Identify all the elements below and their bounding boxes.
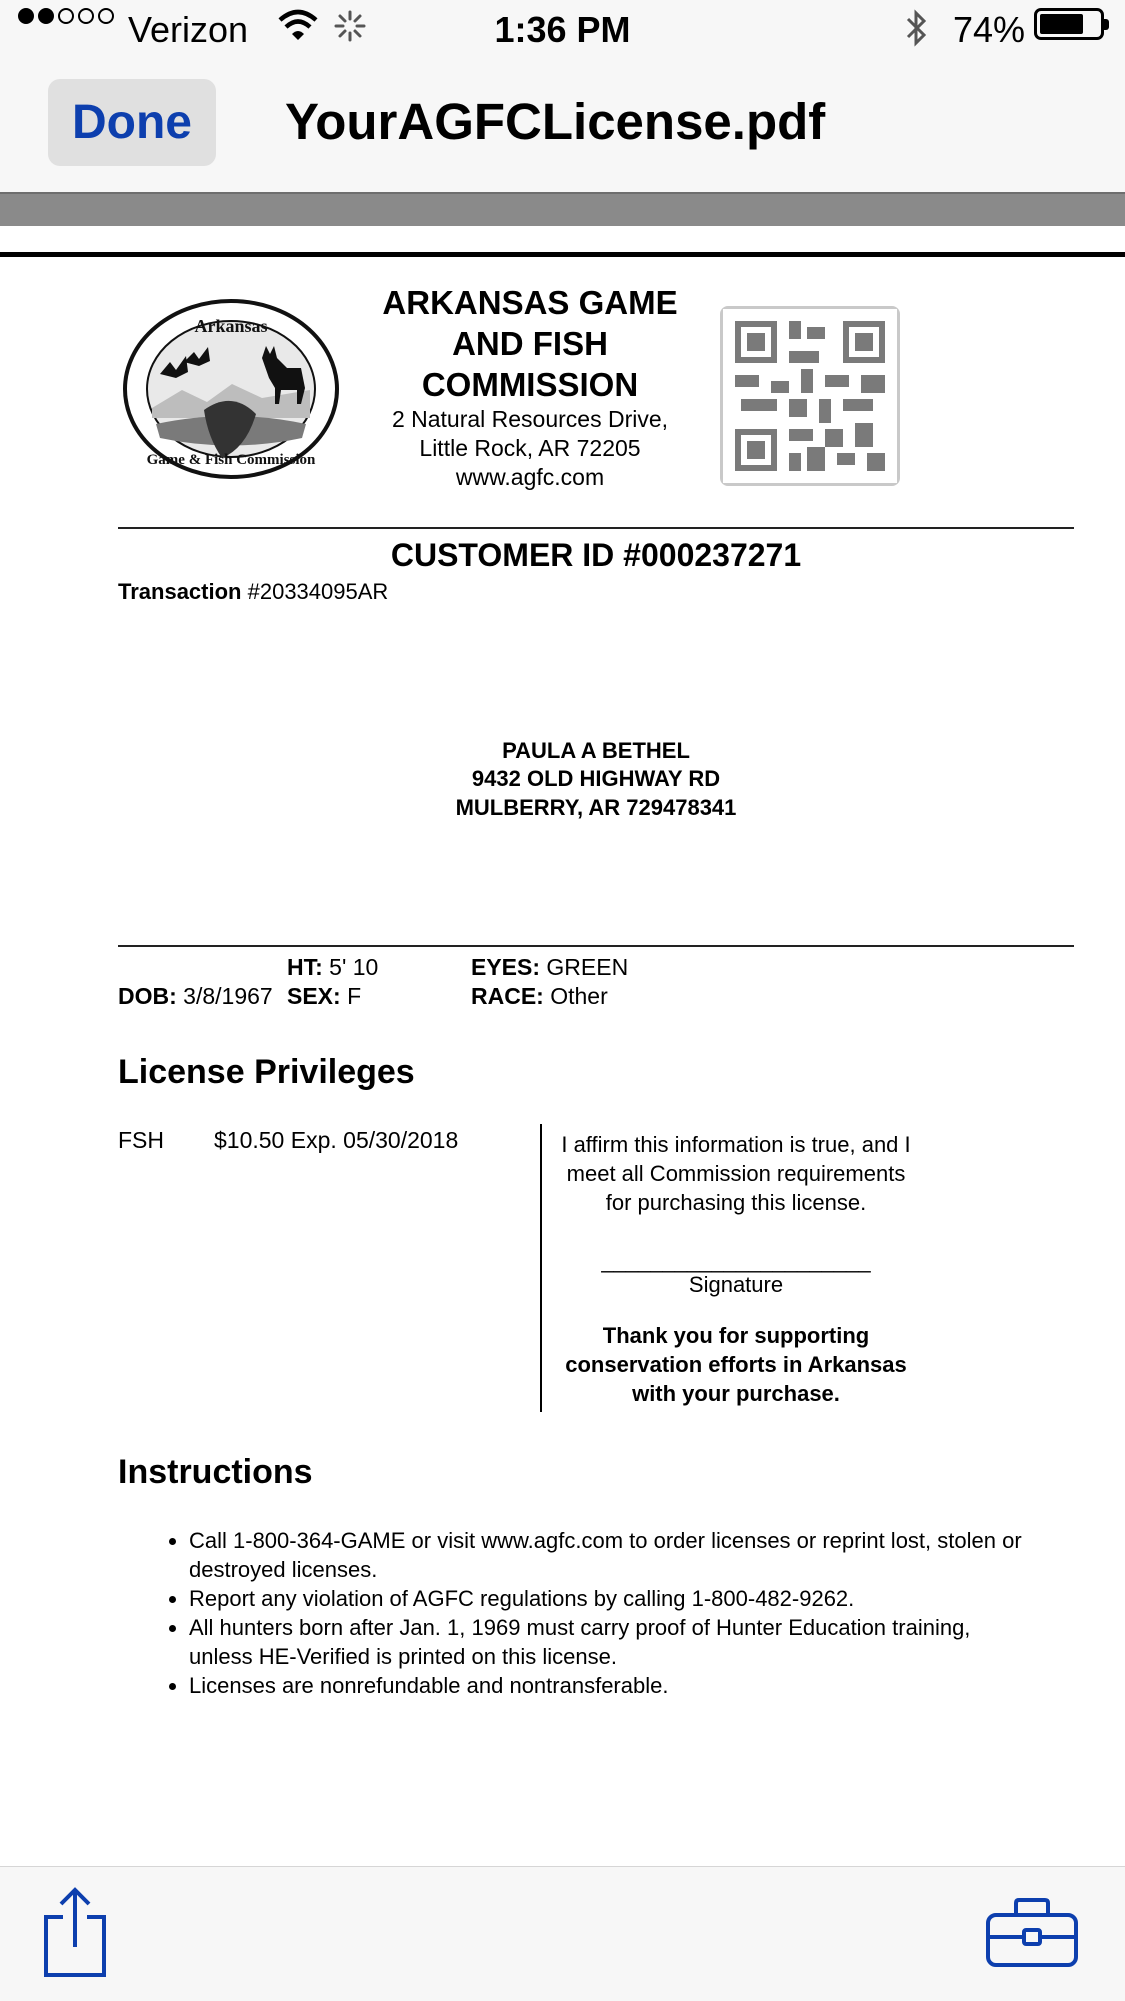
battery-icon	[1034, 8, 1104, 40]
org-address-line1: 2 Natural Resources Drive,	[391, 406, 669, 432]
agfc-logo	[122, 298, 340, 480]
org-name-line: ARKANSAS GAME	[382, 284, 678, 321]
qr-code	[720, 306, 900, 486]
transaction-label: Transaction	[118, 579, 242, 604]
signature-label: Signature	[688, 1272, 784, 1297]
list-item: • All hunters born after Jan. 1, 1969 must carry proof of Hunter Education training, unless HE-Verified is printed on this license.	[189, 1613, 1089, 1671]
height-field	[287, 953, 378, 982]
race-value: Other	[550, 983, 608, 1009]
affirmation-line: I affirm this information is true, and I	[561, 1132, 911, 1157]
navigation-bar	[0, 60, 1125, 192]
height-label: HT:	[287, 954, 323, 980]
share-icon	[40, 1887, 110, 1979]
signature-line: ______________________	[601, 1248, 871, 1273]
battery-percentage: 74%	[953, 9, 1026, 50]
affirmation-line: for purchasing this license.	[605, 1190, 867, 1215]
transaction-value: #20334095AR	[247, 579, 389, 604]
document-title: YourAGFCLicense.pdf	[285, 93, 826, 150]
thank-you-line: with your purchase.	[632, 1381, 840, 1406]
list-item: • Call 1-800-364-GAME or visit www.agfc.com to order licenses or reprint lost, stolen or destroyed licenses.	[189, 1526, 1089, 1584]
privilege-detail: $10.50 Exp. 05/30/2018	[214, 1127, 459, 1153]
thank-you-text	[548, 1321, 924, 1408]
share-button[interactable]	[40, 1887, 110, 1979]
privileges-heading: License Privileges	[118, 1053, 415, 1091]
sex-value: F	[347, 983, 362, 1009]
document-top-rule	[0, 252, 1125, 257]
height-value: 5' 10	[329, 954, 379, 980]
eyes-field	[471, 953, 628, 982]
mailing-street: 9432 OLD HIGHWAY RD	[471, 766, 721, 791]
org-name-line: AND FISH	[452, 325, 608, 362]
org-name-line: COMMISSION	[421, 366, 639, 403]
toolbox-icon	[984, 1897, 1080, 1969]
section-divider	[118, 945, 1074, 947]
mailing-city: MULBERRY, AR 729478341	[455, 795, 737, 820]
thank-you-line: Thank you for supporting	[602, 1323, 870, 1348]
page-top-band	[0, 192, 1125, 226]
battery-level-fill	[1040, 14, 1083, 34]
mailing-name: PAULA A BETHEL	[502, 738, 690, 763]
instructions-list	[189, 1526, 1089, 1700]
org-name	[360, 282, 700, 405]
list-item: • Report any violation of AGFC regulations by calling 1-800-482-9262.	[189, 1584, 1089, 1613]
column-divider	[540, 1124, 542, 1412]
sex-field	[287, 982, 361, 1011]
eyes-value: GREEN	[546, 954, 629, 980]
logo-bottom-text: Game & Fish Commission	[146, 452, 316, 468]
logo-top-text: Arkansas	[194, 316, 268, 336]
status-time: 1:36 PM	[494, 9, 631, 50]
affirmation-line: meet all Commission requirements	[566, 1161, 906, 1186]
eyes-label: EYES:	[471, 954, 541, 980]
race-field	[471, 982, 608, 1011]
sex-label: SEX:	[287, 983, 341, 1009]
dob-value: 3/8/1967	[183, 983, 273, 1009]
toolbox-button[interactable]	[984, 1897, 1080, 1969]
transaction-number	[118, 578, 388, 606]
org-website: www.agfc.com	[455, 464, 605, 490]
org-address-line2: Little Rock, AR 72205	[419, 435, 641, 461]
customer-id: CUSTOMER ID #000237271	[390, 537, 802, 573]
status-bar	[0, 0, 1125, 60]
dob-label: DOB:	[118, 983, 177, 1009]
done-button[interactable]: Done	[48, 79, 216, 166]
bottom-toolbar	[0, 1866, 1125, 2001]
privilege-code: FSH	[118, 1127, 164, 1153]
list-item: • Licenses are nonrefundable and nontransferable.	[189, 1671, 1089, 1700]
affirmation-text	[548, 1130, 924, 1217]
dob-field	[118, 982, 273, 1011]
thank-you-line: conservation efforts in Arkansas	[565, 1352, 907, 1377]
bluetooth-icon	[904, 8, 930, 58]
instructions-heading: Instructions	[118, 1453, 313, 1491]
race-label: RACE:	[471, 983, 544, 1009]
carrier-name: Verizon	[128, 9, 249, 50]
section-divider	[118, 527, 1074, 529]
